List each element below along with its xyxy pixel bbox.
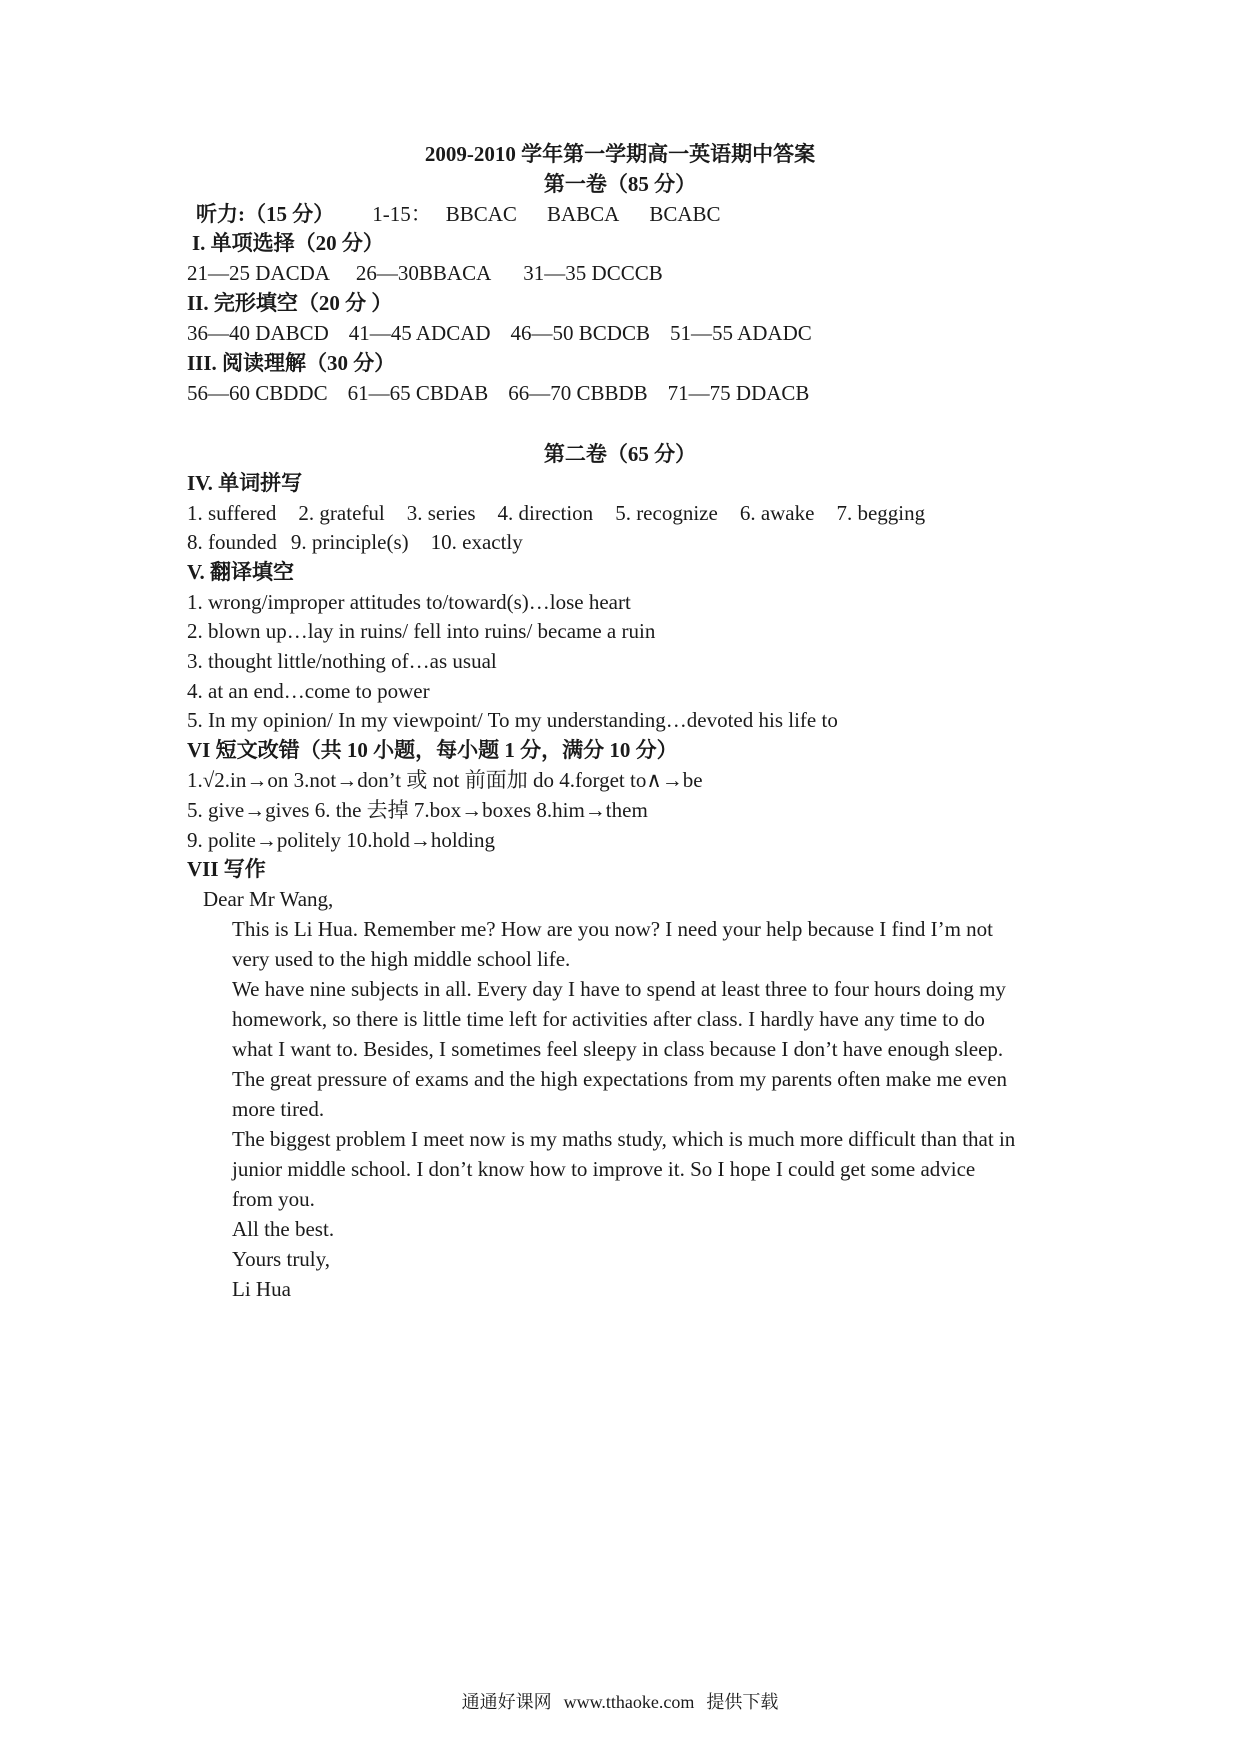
word-answer: 3. series — [406, 501, 476, 525]
word-answer: 7. begging — [836, 501, 926, 525]
section-2-heading: II. 完形填空（20 分 ） — [187, 291, 393, 315]
listening-range: 1-15： — [372, 202, 432, 226]
answer-group: 66—70 CBBDB — [508, 381, 648, 405]
listening-answers-b: BABCA — [546, 202, 620, 226]
answer-group: 61—65 CBDAB — [347, 381, 489, 405]
letter-line: We have nine subjects in all. Every day I have to spend at least three to four hours doing my — [232, 977, 1006, 1001]
section-6-heading: VI 短文改错（共 10 小题，每小题 1 分，满分 10 分） — [187, 738, 678, 762]
letter-signature: Li Hua — [232, 1277, 291, 1301]
translation-line: 2. blown up…lay in ruins/ fell into ruins/ became a ruin — [187, 619, 656, 643]
word-answer: 9. principle(s) — [290, 530, 409, 554]
letter-line: homework, so there is little time left for activities after class. I hardly have any time to do — [232, 1007, 985, 1031]
section-1-answers — [187, 259, 663, 287]
listening-row — [196, 200, 721, 228]
answer-group: 51—55 ADADC — [669, 321, 812, 345]
section-3-heading: III. 阅读理解（30 分） — [187, 351, 396, 375]
word-answer: 5. recognize — [615, 501, 718, 525]
part2-title: 第二卷（65 分） — [543, 442, 697, 466]
listening-answers-a: BBCAC — [445, 202, 517, 226]
footer-site-name: 通通好课网 — [461, 1692, 552, 1712]
translation-line: 4. at an end…come to power — [187, 679, 430, 703]
translation-line: 3. thought little/nothing of…as usual — [187, 649, 497, 673]
letter-line: The biggest problem I meet now is my maths study, which is much more difficult than that in — [232, 1127, 1016, 1151]
page-footer — [0, 1690, 1240, 1714]
letter-line: what I want to. Besides, I sometimes feel sleepy in class because I don’t have enough sleep. — [232, 1037, 1004, 1061]
word-answer: 6. awake — [739, 501, 815, 525]
letter-line: very used to the high middle school life. — [232, 947, 571, 971]
translation-line: 5. In my opinion/ In my viewpoint/ To my understanding…devoted his life to — [187, 708, 838, 732]
word-answer: 2. grateful — [298, 501, 385, 525]
answer-group: 26—30BBACA — [355, 261, 492, 285]
answer-group: 31—35 DCCCB — [523, 261, 663, 285]
section-4-heading: IV. 单词拼写 — [187, 471, 303, 495]
letter-line: The great pressure of exams and the high expectations from my parents often make me even — [232, 1067, 1007, 1091]
letter-greeting: Dear Mr Wang, — [203, 887, 334, 911]
letter-line: junior middle school. I don’t know how to improve it. So I hope I could get some advice — [232, 1157, 976, 1181]
letter-line: more tired. — [232, 1097, 325, 1121]
answer-group: 71—75 DDACB — [667, 381, 810, 405]
section-4-row-2 — [187, 528, 523, 556]
section-2-answers — [187, 319, 812, 347]
section-3-answers — [187, 379, 809, 407]
answer-group: 41—45 ADCAD — [348, 321, 491, 345]
footer-note: 提供下载 — [706, 1692, 779, 1712]
word-answer: 1. suffered — [187, 501, 277, 525]
correction-line: 9. polite→politely 10.hold→holding — [187, 828, 495, 852]
letter-line: This is Li Hua. Remember me? How are you now? I need your help because I find I’m not — [232, 917, 994, 941]
answer-group: 46—50 BCDCB — [510, 321, 650, 345]
part1-title: 第一卷（85 分） — [543, 172, 697, 196]
section-5-heading: V. 翻译填空 — [187, 560, 294, 584]
listening-answers-c: BCABC — [649, 202, 721, 226]
letter-closing: All the best. — [232, 1217, 335, 1241]
answer-group: 36—40 DABCD — [187, 321, 329, 345]
section-4-row-1 — [187, 499, 925, 527]
correction-line: 5. give→gives 6. the 去掉 7.box→boxes 8.him→them — [187, 798, 648, 822]
page-title: 2009-2010 学年第一学期高一英语期中答案 — [424, 142, 816, 166]
answer-group: 21—25 DACDA — [187, 261, 330, 285]
footer-url[interactable]: www.tthaoke.com — [563, 1692, 695, 1712]
translation-line: 1. wrong/improper attitudes to/toward(s)…lose heart — [187, 590, 631, 614]
word-answer: 10. exactly — [430, 530, 523, 554]
correction-line: 1.√2.in→on 3.not→don’t 或 not 前面加 do 4.forget to∧→be — [187, 768, 703, 792]
word-answer: 8. founded — [187, 530, 277, 554]
section-1-heading: I. 单项选择（20 分） — [192, 231, 384, 255]
letter-signoff: Yours truly, — [232, 1247, 331, 1271]
letter-line: from you. — [232, 1187, 315, 1211]
listening-label: 听力:（15 分） — [196, 202, 335, 226]
section-7-heading: VII 写作 — [187, 857, 266, 881]
answer-group: 56—60 CBDDC — [187, 381, 328, 405]
word-answer: 4. direction — [497, 501, 594, 525]
